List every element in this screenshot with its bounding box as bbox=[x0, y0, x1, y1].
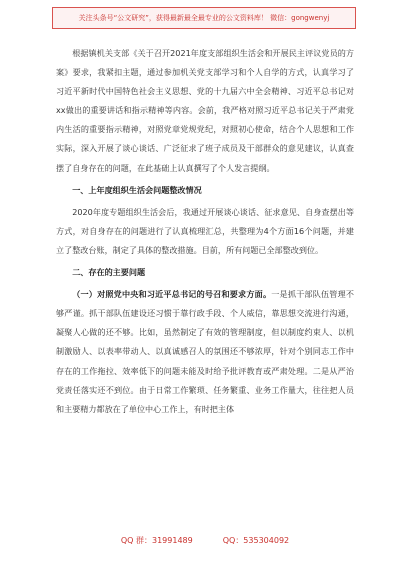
paragraph-problems bbox=[56, 285, 354, 419]
footer-qq-number: QQ：535304092 bbox=[222, 535, 290, 545]
paragraph-problems-text: 一是抓干部队伍管理不够严谨。抓干部队伍建设还习惯于靠行政手段、个人威信，靠思想交流进行沟通，凝聚人心做的还不够。比如，虽然制定了有效的管理制度，但以制度约束人、以机制激励人、以表率带动人、以真诚感召人的氛围还不够浓厚，针对个别同志工作中存在的工作拖拉、效率低下的问题未能及时给予批评教育或严肃处理。二是从严治党责任落实还不到位。由于日常工作繁琐、任务繁重、业务工作量大，往往把人员和主要精力都放在了单位中心工作上，有时把主体 bbox=[56, 289, 354, 414]
section-heading-2: 二、存在的主要问题 bbox=[72, 267, 146, 278]
document-body bbox=[56, 44, 354, 419]
paragraph-rectification: 2020年度专题组织生活会后，我通过开展谈心谈话、征求意见、自身查摆出等方式，对自身存在的问题进行了认真梳理汇总，共整理为4个方面16个问题，并建立了整改台账，制定了具体的整改措施。目前，所有问题已全部整改到位。 bbox=[56, 206, 354, 255]
subsection-heading-1: （一）对照党中央和习近平总书记的号召和要求方面。 bbox=[72, 289, 272, 300]
promo-banner-text: 关注头条号“公文研究”，获得最新最全最专业的公文资料库！ 微信：gongwenyj bbox=[78, 14, 330, 22]
footer-qq-group: QQ 群：31991489 bbox=[120, 535, 193, 545]
footer-contacts bbox=[56, 531, 354, 549]
section-heading-1: 一、上年度组织生活会问题整改情况 bbox=[72, 184, 202, 195]
promo-banner bbox=[52, 7, 356, 29]
paragraph-intro: 根据镇机关支部《关于召开2021年度支部组织生活会和开展民主评议党员的方案》要求，我紧扣主题，通过参加机关党支部学习和个人自学的方式，认真学习了习近平新时代中国特色社会主义思想、党的十九届六中全会精神、习近平总书记对xx做出的重要讲话和指示精神等内容。会前，我严格对照习近平总书记关于严肃党内生活的重要指示精神，对照党章党规党纪，对照初心使命，结合个人思想和工作实际，深入开展了谈心谈话、广泛征求了班子成员及干部群众的意见建议，认真查摆了自身存在的问题，在此基础上认真撰写了个人发言提纲。 bbox=[56, 48, 354, 173]
